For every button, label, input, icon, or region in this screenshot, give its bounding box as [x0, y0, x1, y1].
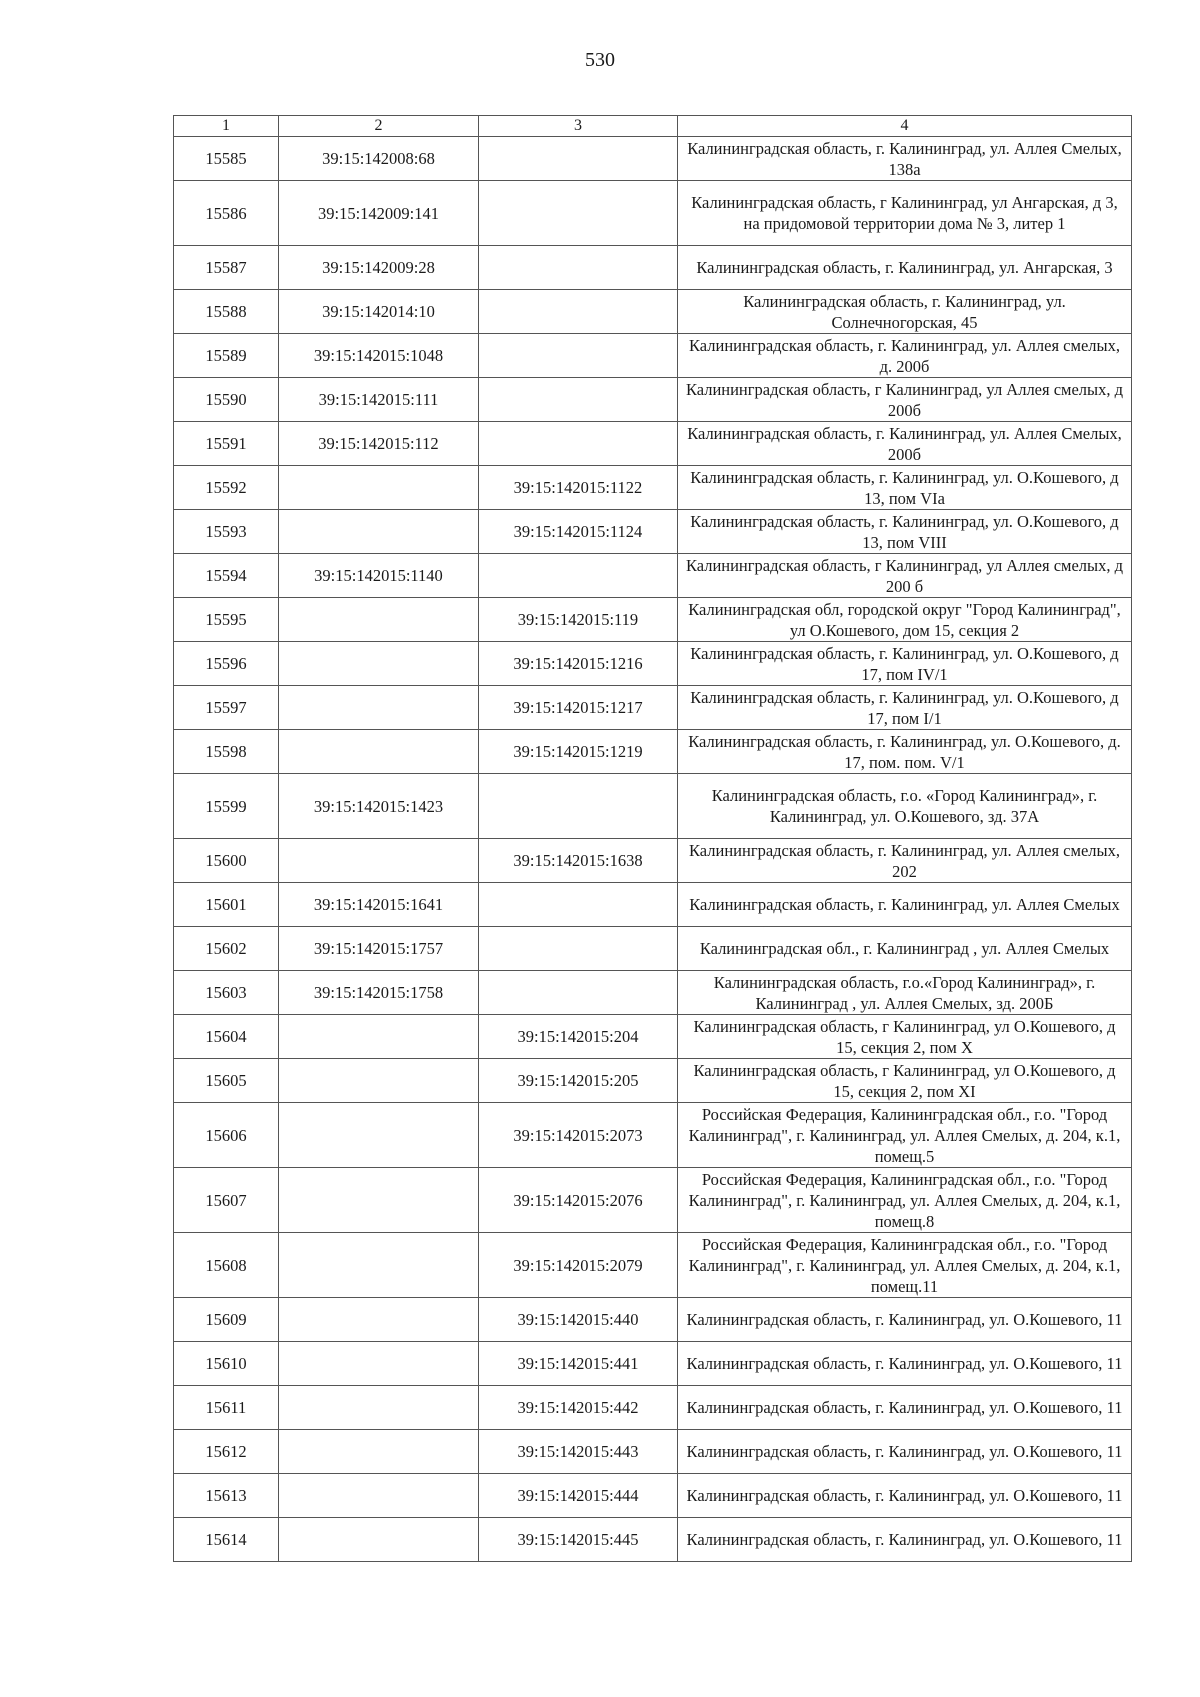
address: Калининградская область, г Калининград, ул О.Кошевого, д 15, секция 2, пом X [678, 1015, 1132, 1059]
cadastral-number: 39:15:142009:141 [279, 181, 479, 246]
cadastral-number [279, 730, 479, 774]
address: Российская Федерация, Калининградская обл., г.о. "Город Калининград", г. Калининград, ул. Аллея Смелых, д. 204, к.1, помещ.8 [678, 1168, 1132, 1233]
table-row [174, 554, 1132, 598]
cadastral-number: 39:15:142015:1140 [279, 554, 479, 598]
address: Калининградская область, г. Калининград, ул. О.Кошевого, д 17, пом IV/1 [678, 642, 1132, 686]
cadastral-number [279, 1430, 479, 1474]
object-cadastral-number: 39:15:142015:1124 [479, 510, 678, 554]
row-number: 15586 [174, 181, 279, 246]
table-row [174, 839, 1132, 883]
address: Калининградская область, г Калининград, ул Ангарская, д 3, на придомовой территории дома № 3, литер 1 [678, 181, 1132, 246]
cadastral-number [279, 510, 479, 554]
address: Калининградская область, г Калининград, ул Аллея смелых, д 200б [678, 378, 1132, 422]
cadastral-number: 39:15:142015:1758 [279, 971, 479, 1015]
row-number: 15605 [174, 1059, 279, 1103]
column-header: 4 [678, 116, 1132, 137]
address: Калининградская область, г. Калининград, ул. О.Кошевого, д 17, пом I/1 [678, 686, 1132, 730]
address: Калининградская область, г. Калининград, ул. О.Кошевого, д 13, пом VIII [678, 510, 1132, 554]
object-cadastral-number [479, 774, 678, 839]
cadastral-number [279, 1015, 479, 1059]
table-row [174, 290, 1132, 334]
cadastral-number: 39:15:142015:1048 [279, 334, 479, 378]
row-number: 15611 [174, 1386, 279, 1430]
object-cadastral-number: 39:15:142015:205 [479, 1059, 678, 1103]
address: Калининградская область, г. Калининград, ул. О.Кошевого, д. 17, пом. пом. V/1 [678, 730, 1132, 774]
table-row [174, 927, 1132, 971]
row-number: 15600 [174, 839, 279, 883]
object-cadastral-number: 39:15:142015:440 [479, 1298, 678, 1342]
address: Калининградская область, г.о. «Город Калининград», г. Калининград, ул. О.Кошевого, зд. 37А [678, 774, 1132, 839]
table-row [174, 642, 1132, 686]
table-row [174, 510, 1132, 554]
object-cadastral-number [479, 137, 678, 181]
object-cadastral-number: 39:15:142015:119 [479, 598, 678, 642]
row-number: 15601 [174, 883, 279, 927]
table-row [174, 334, 1132, 378]
object-cadastral-number: 39:15:142015:204 [479, 1015, 678, 1059]
object-cadastral-number [479, 290, 678, 334]
table-row [174, 246, 1132, 290]
object-cadastral-number [479, 334, 678, 378]
address: Российская Федерация, Калининградская обл., г.о. "Город Калининград", г. Калининград, ул. Аллея Смелых, д. 204, к.1, помещ.5 [678, 1103, 1132, 1168]
row-number: 15589 [174, 334, 279, 378]
row-number: 15596 [174, 642, 279, 686]
object-cadastral-number [479, 181, 678, 246]
cadastral-number [279, 1233, 479, 1298]
registry-table [173, 115, 1132, 1562]
row-number: 15597 [174, 686, 279, 730]
table-row [174, 137, 1132, 181]
cadastral-number [279, 1386, 479, 1430]
object-cadastral-number [479, 883, 678, 927]
table-row [174, 1233, 1132, 1298]
row-number: 15593 [174, 510, 279, 554]
cadastral-number: 39:15:142015:1641 [279, 883, 479, 927]
cadastral-number: 39:15:142015:111 [279, 378, 479, 422]
cadastral-number: 39:15:142008:68 [279, 137, 479, 181]
table-row [174, 883, 1132, 927]
table-row [174, 1430, 1132, 1474]
cadastral-number [279, 839, 479, 883]
cadastral-number [279, 1059, 479, 1103]
address: Калининградская область, г. Калининград, ул. Аллея смелых, 202 [678, 839, 1132, 883]
cadastral-number: 39:15:142014:10 [279, 290, 479, 334]
address: Калининградская область, г. Калининград, ул. О.Кошевого, 11 [678, 1342, 1132, 1386]
cadastral-number [279, 598, 479, 642]
column-header: 2 [279, 116, 479, 137]
address: Калининградская область, г. Калининград, ул. О.Кошевого, 11 [678, 1386, 1132, 1430]
address: Калининградская область, г. Калининград, ул. О.Кошевого, 11 [678, 1430, 1132, 1474]
table-row [174, 422, 1132, 466]
row-number: 15598 [174, 730, 279, 774]
table-row [174, 1103, 1132, 1168]
object-cadastral-number: 39:15:142015:441 [479, 1342, 678, 1386]
address: Калининградская область, г. Калининград, ул. О.Кошевого, 11 [678, 1518, 1132, 1562]
object-cadastral-number: 39:15:142015:2076 [479, 1168, 678, 1233]
cadastral-number [279, 1103, 479, 1168]
object-cadastral-number [479, 554, 678, 598]
object-cadastral-number: 39:15:142015:2079 [479, 1233, 678, 1298]
row-number: 15587 [174, 246, 279, 290]
row-number: 15591 [174, 422, 279, 466]
column-header: 1 [174, 116, 279, 137]
row-number: 15588 [174, 290, 279, 334]
address: Калининградская область, г. Калининград, ул. Аллея смелых, д. 200б [678, 334, 1132, 378]
row-number: 15603 [174, 971, 279, 1015]
cadastral-number: 39:15:142015:1757 [279, 927, 479, 971]
cadastral-number [279, 1168, 479, 1233]
table-row [174, 181, 1132, 246]
cadastral-number: 39:15:142015:112 [279, 422, 479, 466]
page-number: 530 [585, 49, 615, 71]
address: Калининградская область, г. Калининград, ул. Аллея Смелых, 200б [678, 422, 1132, 466]
row-number: 15614 [174, 1518, 279, 1562]
address: Калининградская область, г. Калининград, ул. Аллея Смелых [678, 883, 1132, 927]
address: Калининградская область, г.о.«Город Калининград», г. Калининград , ул. Аллея Смелых, зд. 200Б [678, 971, 1132, 1015]
column-header: 3 [479, 116, 678, 137]
object-cadastral-number [479, 378, 678, 422]
table-row [174, 1518, 1132, 1562]
row-number: 15585 [174, 137, 279, 181]
cadastral-number [279, 1298, 479, 1342]
row-number: 15607 [174, 1168, 279, 1233]
table-row [174, 1386, 1132, 1430]
cadastral-number [279, 466, 479, 510]
address: Российская Федерация, Калининградская обл., г.о. "Город Калининград", г. Калининград, ул. Аллея Смелых, д. 204, к.1, помещ.11 [678, 1233, 1132, 1298]
object-cadastral-number: 39:15:142015:443 [479, 1430, 678, 1474]
row-number: 15609 [174, 1298, 279, 1342]
row-number: 15606 [174, 1103, 279, 1168]
row-number: 15604 [174, 1015, 279, 1059]
object-cadastral-number: 39:15:142015:1638 [479, 839, 678, 883]
object-cadastral-number: 39:15:142015:1216 [479, 642, 678, 686]
table-row [174, 466, 1132, 510]
address: Калининградская обл., г. Калининград , ул. Аллея Смелых [678, 927, 1132, 971]
table-header-row [174, 116, 1132, 137]
object-cadastral-number: 39:15:142015:445 [479, 1518, 678, 1562]
row-number: 15608 [174, 1233, 279, 1298]
row-number: 15602 [174, 927, 279, 971]
table-row [174, 971, 1132, 1015]
cadastral-number [279, 642, 479, 686]
object-cadastral-number: 39:15:142015:1217 [479, 686, 678, 730]
address: Калининградская область, г. Калининград, ул. Ангарская, 3 [678, 246, 1132, 290]
object-cadastral-number: 39:15:142015:2073 [479, 1103, 678, 1168]
row-number: 15592 [174, 466, 279, 510]
cadastral-number: 39:15:142015:1423 [279, 774, 479, 839]
cadastral-number [279, 686, 479, 730]
row-number: 15599 [174, 774, 279, 839]
table-row [174, 1015, 1132, 1059]
table-row [174, 730, 1132, 774]
cadastral-number: 39:15:142009:28 [279, 246, 479, 290]
table-row [174, 1474, 1132, 1518]
row-number: 15613 [174, 1474, 279, 1518]
row-number: 15595 [174, 598, 279, 642]
address: Калининградская область, г. Калининград, ул. О.Кошевого, 11 [678, 1298, 1132, 1342]
object-cadastral-number [479, 246, 678, 290]
cadastral-number [279, 1342, 479, 1386]
object-cadastral-number [479, 971, 678, 1015]
row-number: 15612 [174, 1430, 279, 1474]
object-cadastral-number: 39:15:142015:442 [479, 1386, 678, 1430]
cadastral-number [279, 1518, 479, 1562]
address: Калининградская область, г. Калининград, ул. Аллея Смелых, 138а [678, 137, 1132, 181]
row-number: 15590 [174, 378, 279, 422]
address: Калининградская область, г. Калининград, ул. О.Кошевого, 11 [678, 1474, 1132, 1518]
object-cadastral-number: 39:15:142015:444 [479, 1474, 678, 1518]
address: Калининградская область, г Калининград, ул О.Кошевого, д 15, секция 2, пом XI [678, 1059, 1132, 1103]
table-row [174, 686, 1132, 730]
row-number: 15610 [174, 1342, 279, 1386]
object-cadastral-number: 39:15:142015:1122 [479, 466, 678, 510]
table-row [174, 1168, 1132, 1233]
address: Калининградская область, г. Калининград, ул. О.Кошевого, д 13, пом VIа [678, 466, 1132, 510]
table-row [174, 1298, 1132, 1342]
address: Калининградская область, г. Калининград, ул. Солнечногорская, 45 [678, 290, 1132, 334]
address: Калининградская область, г Калининград, ул Аллея смелых, д 200 б [678, 554, 1132, 598]
object-cadastral-number [479, 422, 678, 466]
table-row [174, 1342, 1132, 1386]
object-cadastral-number [479, 927, 678, 971]
table-row [174, 598, 1132, 642]
row-number: 15594 [174, 554, 279, 598]
object-cadastral-number: 39:15:142015:1219 [479, 730, 678, 774]
table-row [174, 378, 1132, 422]
table-row [174, 1059, 1132, 1103]
address: Калининградская обл, городской округ "Город Калининград", ул О.Кошевого, дом 15, секция 2 [678, 598, 1132, 642]
cadastral-number [279, 1474, 479, 1518]
table-row [174, 774, 1132, 839]
